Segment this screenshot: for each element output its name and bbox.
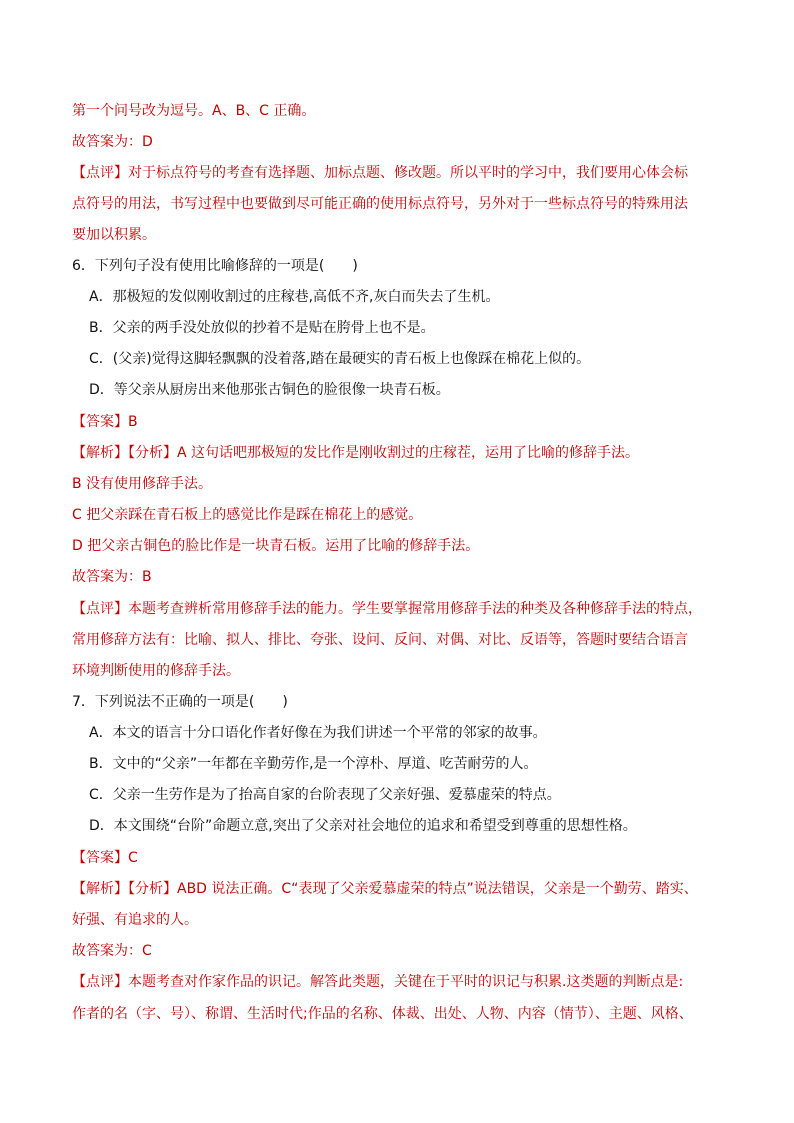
comment-line: 点符号的用法，书写过程中也要做到尽可能正确的使用标点符号，另外对于一些标点符号的特殊用法: [72, 196, 688, 212]
text-line: 故答案为：D: [72, 134, 153, 150]
option-c: C．(父亲)觉得这脚轻飘飘的没着落,踏在最硬实的青石板上也像踩在棉花上似的。: [89, 351, 591, 367]
analysis-line: 【解析】【分析】A 这句话吧那极短的发比作是刚收割过的庄稼茬，运用了比喻的修辞手法。: [72, 445, 640, 461]
comment-line: 【点评】本题考查对作家作品的识记。解答此类题，关键在于平时的识记与积累.这类题的判断点是:: [72, 974, 684, 990]
comment-line: 要加以积累。: [72, 227, 156, 243]
question-title: 6．下列句子没有使用比喻修辞的一项是( ): [72, 258, 358, 274]
question-title: 7．下列说法不正确的一项是( ): [72, 694, 288, 710]
comment-line: 环境判断使用的修辞手法。: [72, 663, 240, 679]
analysis-line: D 把父亲古铜色的脸比作是一块青石板。运用了比喻的修辞手法。: [72, 538, 480, 554]
comment-line: 作者的名（字、号）、称谓、生活时代;作品的名称、体裁、出处、人物、内容（情节）、主题、风格、: [72, 1006, 693, 1022]
comment-line: 常用修辞方法有：比喻、拟人、排比、夸张、设问、反问、对偶、对比、反语等，答题时要结合语言: [72, 632, 688, 648]
comment-line: 【点评】本题考查辨析常用修辞手法的能力。学生要掌握常用修辞手法的种类及各种修辞手法的特点，: [72, 601, 702, 617]
text-line: 故答案为：B: [72, 569, 152, 585]
text-line: 第一个问号改为逗号。A、B、C 正确。: [72, 103, 316, 119]
answer-line: 【答案】B: [72, 414, 138, 430]
analysis-line: 【解析】【分析】ABD 说法正确。C“表现了父亲爱慕虚荣的特点”说法错误，父亲是一个勤劳、踏实、: [72, 881, 698, 897]
option-b: B．文中的“父亲”一年都在辛勤劳作,是一个淳朴、厚道、吃苦耐劳的人。: [89, 756, 538, 772]
comment-line: 【点评】对于标点符号的考查有选择题、加标点题、修改题。所以平时的学习中，我们要用心体会标: [72, 165, 688, 181]
option-a: A．本文的语言十分口语化作者好像在为我们讲述一个平常的邻家的故事。: [89, 725, 547, 741]
answer-line: 【答案】C: [72, 850, 138, 866]
option-a: A．那极短的发似刚收割过的庄稼巷,高低不齐,灰白而失去了生机。: [89, 289, 500, 305]
text-line: 故答案为：C: [72, 943, 152, 959]
analysis-line: B 没有使用修辞手法。: [72, 476, 213, 492]
option-d: D．等父亲从厨房出来他那张古铜色的脸很像一块青石板。: [89, 382, 450, 398]
option-b: B．父亲的两手没处放似的抄着不是贴在胯骨上也不是。: [89, 320, 435, 336]
analysis-line: C 把父亲踩在青石板上的感觉比作是踩在棉花上的感觉。: [72, 507, 423, 523]
option-c: C．父亲一生劳作是为了抬高自家的台阶表现了父亲好强、爱慕虚荣的特点。: [89, 787, 561, 803]
option-d: D．本文围绕“台阶”命题立意,突出了父亲对社会地位的追求和希望受到尊重的思想性格。: [89, 818, 637, 834]
analysis-line: 好强、有追求的人。: [72, 912, 198, 928]
